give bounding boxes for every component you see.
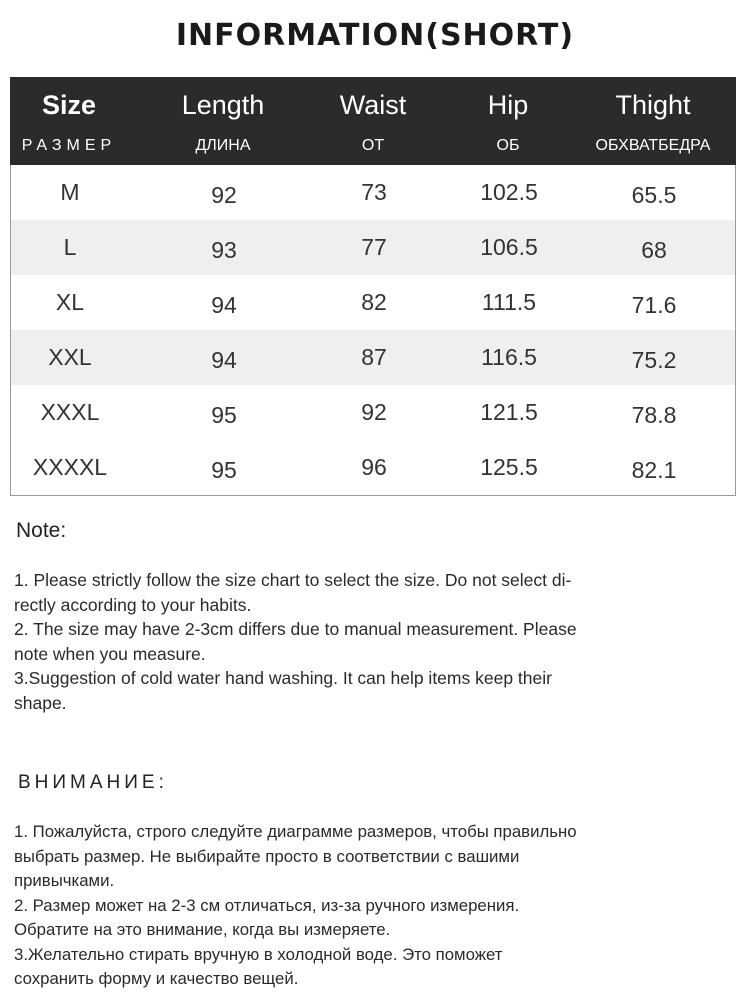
note-line: rectly according to your habits. bbox=[14, 594, 252, 615]
cell-waist: 73 bbox=[361, 179, 387, 205]
russian-note-line: Обратите на это внимание, когда вы измеряете. bbox=[14, 920, 391, 939]
cell-thigh: 78.8 bbox=[631, 402, 677, 428]
cell-hip: 121.5 bbox=[480, 399, 538, 425]
cell-waist: 92 bbox=[361, 399, 387, 425]
cell-size: XXL bbox=[48, 344, 92, 370]
cell-size: M bbox=[60, 179, 80, 205]
russian-note-line: 3.Желательно стирать вручную в холодной воде. Это поможет bbox=[14, 944, 503, 964]
cell-hip: 116.5 bbox=[481, 344, 537, 370]
header-hip bbox=[428, 78, 588, 165]
cell-thigh: 75.2 bbox=[631, 347, 677, 373]
note-line: shape. bbox=[14, 692, 67, 713]
cell-waist: 96 bbox=[361, 454, 387, 480]
note-line: note when you measure. bbox=[14, 643, 206, 664]
cell-size: XXXL bbox=[40, 399, 100, 425]
cell-length: 94 bbox=[211, 292, 237, 318]
russian-note-line: выбрать размер. Не выбирайте просто в соответствии с вашими bbox=[14, 846, 520, 866]
cell-size: XL bbox=[55, 289, 85, 315]
note-line: 3.Suggestion of cold water hand washing. It can help items keep their bbox=[14, 668, 552, 688]
header-length bbox=[128, 78, 318, 165]
table-row bbox=[11, 165, 735, 220]
note-body bbox=[14, 568, 734, 715]
header-waist-label: Waist bbox=[339, 90, 407, 120]
cell-length: 93 bbox=[211, 237, 237, 263]
header-length-sublabel: ДЛИНА bbox=[195, 137, 251, 154]
header-waist-sublabel: ОТ bbox=[361, 137, 385, 154]
cell-length: 92 bbox=[211, 182, 237, 208]
russian-note-line: привычками. bbox=[14, 871, 115, 890]
header-hip-sublabel: ОБ bbox=[496, 137, 520, 154]
table-row bbox=[11, 385, 735, 440]
cell-hip: 106.5 bbox=[480, 234, 538, 260]
note-line: 1. Please strictly follow the size chart to select the size. Do not select di- bbox=[14, 570, 572, 590]
cell-thigh: 82.1 bbox=[631, 457, 677, 483]
header-thigh bbox=[588, 78, 718, 165]
cell-waist: 77 bbox=[361, 234, 387, 260]
russian-note-heading: ВНИМАНИЕ: bbox=[18, 772, 168, 793]
header-waist bbox=[318, 78, 428, 165]
header-thigh-label: Thight bbox=[615, 90, 691, 120]
cell-hip: 125.5 bbox=[480, 454, 538, 480]
size-chart-table bbox=[10, 77, 736, 496]
cell-size: L bbox=[63, 234, 77, 260]
cell-thigh: 68 bbox=[641, 237, 667, 263]
cell-length: 94 bbox=[211, 347, 237, 373]
cell-size: XXXXL bbox=[32, 454, 108, 480]
russian-note-body bbox=[14, 820, 738, 992]
cell-thigh: 65.5 bbox=[631, 182, 677, 208]
page-title: INFORMATION(SHORT) bbox=[175, 18, 575, 53]
note-line: 2. The size may have 2-3cm differs due to manual measurement. Please bbox=[14, 619, 577, 639]
cell-thigh: 71.6 bbox=[631, 292, 677, 318]
header-size-label: Size bbox=[41, 90, 97, 120]
note-heading: Note: bbox=[16, 519, 67, 542]
cell-waist: 82 bbox=[361, 289, 387, 315]
cell-hip: 102.5 bbox=[480, 179, 538, 205]
russian-note-line: 1. Пожалуйста, строго следуйте диаграмме размеров, чтобы правильно bbox=[14, 822, 577, 841]
header-size bbox=[10, 78, 128, 165]
cell-length: 95 bbox=[211, 402, 237, 428]
table-header bbox=[10, 77, 736, 165]
header-hip-label: Hip bbox=[487, 90, 529, 120]
cell-waist: 87 bbox=[361, 344, 387, 370]
header-length-label: Length bbox=[181, 90, 265, 120]
russian-note-line: сохранить форму и качество вещей. bbox=[14, 969, 299, 988]
table-row bbox=[11, 440, 735, 495]
table-row bbox=[11, 330, 735, 385]
header-thigh-sublabel: ОБХВАТБЕДРА bbox=[595, 137, 711, 154]
cell-hip: 111.5 bbox=[481, 289, 537, 315]
table-row bbox=[11, 275, 735, 330]
table-row bbox=[11, 220, 735, 275]
header-size-sublabel: РАЗМЕР bbox=[21, 137, 117, 154]
russian-note-line: 2. Размер может на 2-3 см отличаться, из-за ручного измерения. bbox=[14, 895, 520, 915]
cell-length: 95 bbox=[211, 457, 237, 483]
